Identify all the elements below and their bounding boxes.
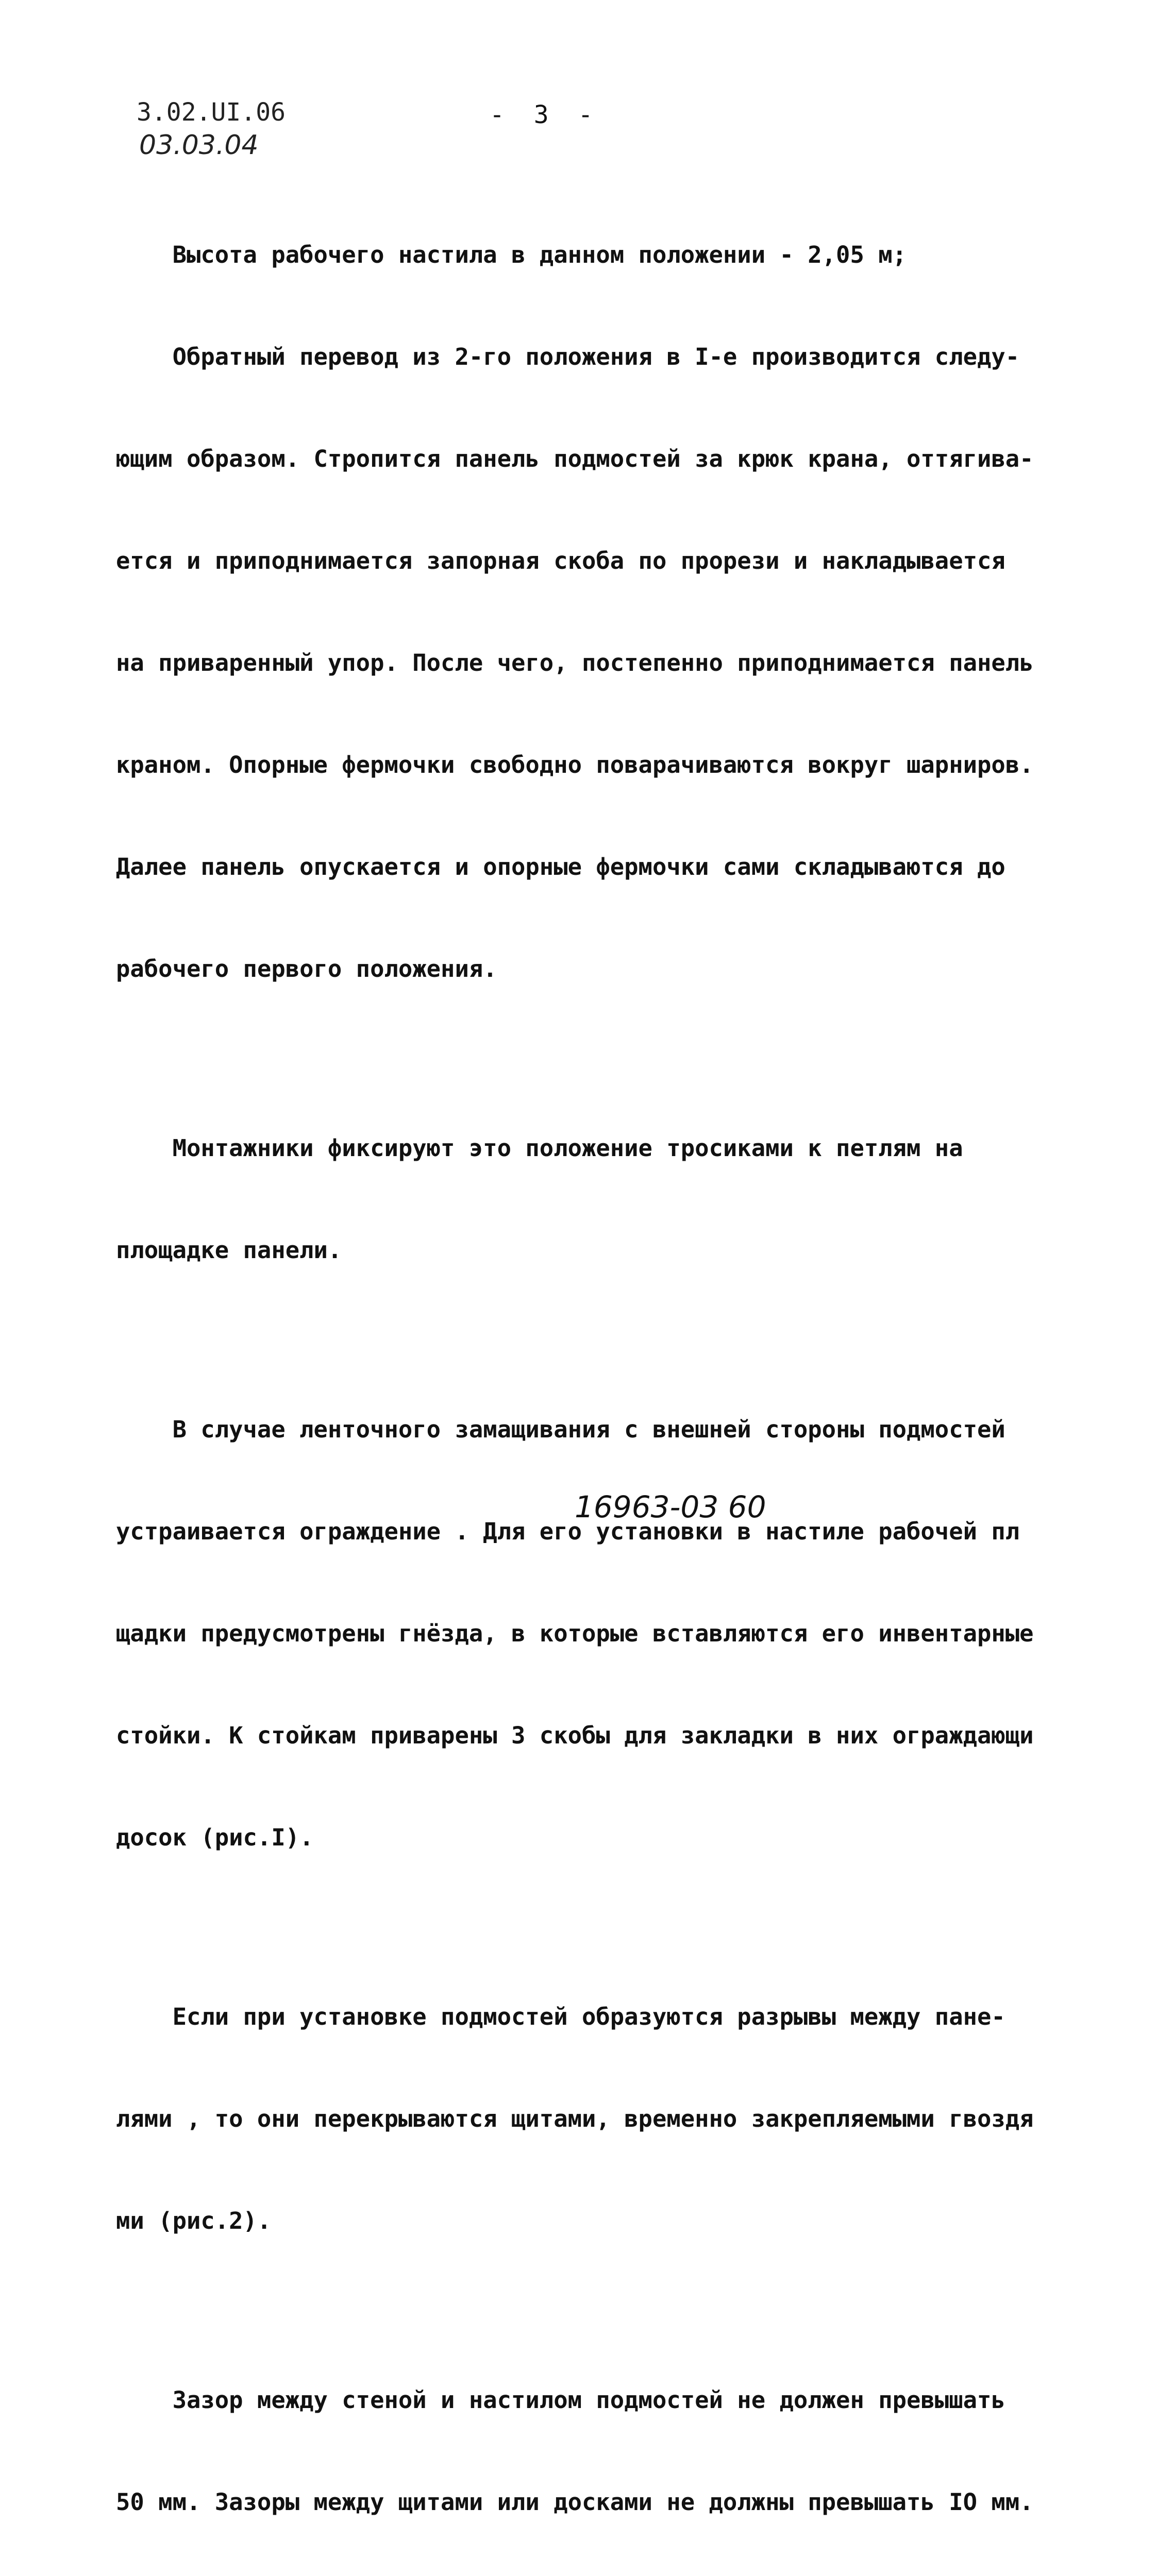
- document-code: 3.02.UI.06: [137, 98, 286, 127]
- handwritten-date: 03.03.04: [139, 130, 259, 161]
- text-line: ющим образом. Стропится панель подмостей за крюк крана, оттягива-: [116, 445, 1034, 472]
- text-line: устраивается ограждение . Для его установки в настиле рабочей пл: [116, 1518, 1020, 1545]
- text-line: ется и приподнимается запорная скоба по прорези и накладывается: [116, 547, 1005, 574]
- text-line: стойки. К стойкам приварены 3 скобы для закладки в них ограждающи: [116, 1722, 1034, 1749]
- page-number: - 3 -: [490, 100, 600, 129]
- text-line: на приваренный упор. После чего, постепенно приподнимается панель: [116, 649, 1034, 676]
- text-line: В случае ленточного замащивания с внешней стороны подмостей: [116, 1416, 1005, 1443]
- handwritten-stamp: 16963-03 60: [575, 1489, 766, 1524]
- body-text: [116, 170, 1054, 2576]
- text-line: Обратный перевод из 2-го положения в I-е производится следу-: [116, 343, 1020, 370]
- text-line: Далее панель опускается и опорные фермочки сами складываются до: [116, 853, 1005, 880]
- text-line: Зазор между стеной и настилом подмостей не должен превышать: [116, 2386, 1005, 2414]
- text-line: лями , то они перекрываются щитами, временно закрепляемыми гвоздя: [116, 2105, 1034, 2132]
- text-line: рабочего первого положения.: [116, 955, 497, 982]
- text-line: Монтажники фиксируют это положение тросиками к петлям на: [116, 1134, 963, 1162]
- text-line: ми (рис.2).: [116, 2207, 272, 2234]
- text-line: 50 мм. Зазоры между щитами или досками не должны превышать IO мм.: [116, 2488, 1034, 2516]
- text-line: Высота рабочего настила в данном положении - 2,05 м;: [116, 241, 907, 268]
- text-line: щадки предусмотрены гнёзда, в которые вставляются его инвентарные: [116, 1620, 1034, 1647]
- text-line: краном. Опорные фермочки свободно поварачиваются вокруг шарниров.: [116, 751, 1034, 778]
- text-line: досок (рис.I).: [116, 1824, 314, 1851]
- text-line: площадке панели.: [116, 1236, 342, 1264]
- text-line: Если при установке подмостей образуются разрывы между пане-: [116, 2003, 1005, 2030]
